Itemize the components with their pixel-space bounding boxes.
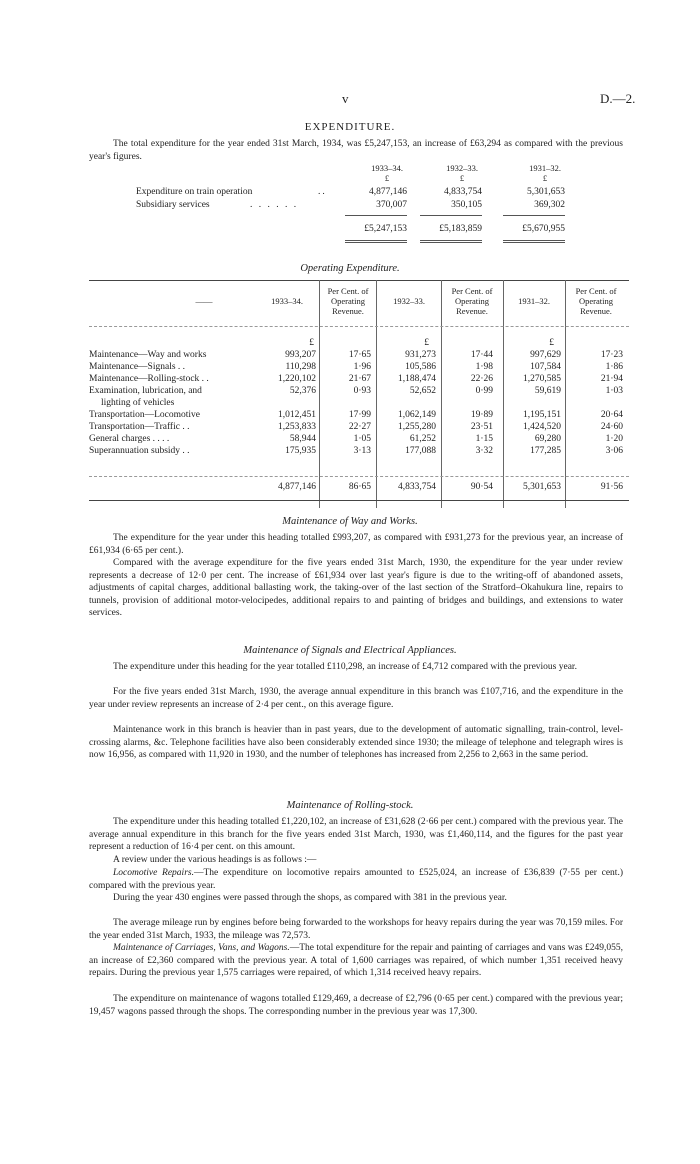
currency-symbol: £ <box>549 338 554 348</box>
sum-rule <box>503 242 565 243</box>
row-label: Maintenance—Rolling-stock . . <box>89 374 209 384</box>
currency-symbol: £ <box>309 338 314 348</box>
percent-cell: 0·93 <box>353 386 371 396</box>
column-header: 1932–33. <box>393 296 425 306</box>
total-value: 4,877,146 <box>278 482 316 492</box>
amount-cell: 1,012,451 <box>278 410 316 420</box>
summary-year: 1931–32. <box>529 163 561 173</box>
percent-cell: 23·51 <box>470 422 493 432</box>
summary-value: 4,833,754 <box>444 187 482 197</box>
amount-cell: 110,298 <box>285 362 316 372</box>
total-value: 5,301,653 <box>523 482 561 492</box>
amount-cell: 177,285 <box>530 446 561 456</box>
amount-cell: 177,088 <box>405 446 436 456</box>
sum-rule <box>503 215 565 216</box>
percent-cell: 21·67 <box>348 374 371 384</box>
total-percent: 90·54 <box>470 482 493 492</box>
percent-cell: 1·96 <box>353 362 371 372</box>
sum-rule <box>420 242 482 243</box>
total-value: 4,833,754 <box>398 482 436 492</box>
row-label: Maintenance—Signals . . <box>89 362 186 372</box>
total-rule <box>89 476 629 477</box>
summary-value: 5,301,653 <box>527 187 565 197</box>
percent-cell: 19·89 <box>470 410 493 420</box>
percent-cell: 0·99 <box>475 386 493 396</box>
percent-cell: 1·15 <box>475 434 493 444</box>
sum-rule <box>345 215 407 216</box>
amount-cell: 997,629 <box>530 350 561 360</box>
percent-cell: 22·27 <box>348 422 371 432</box>
table-rule <box>89 280 629 281</box>
amount-cell: 1,270,585 <box>523 374 561 384</box>
percent-cell: 3·13 <box>353 446 371 456</box>
sum-rule <box>420 240 482 241</box>
row-label: Superannuation subsidy . . <box>89 446 190 456</box>
percent-cell: 3·32 <box>475 446 493 456</box>
amount-cell: 175,935 <box>285 446 316 456</box>
page-number: v <box>342 91 349 106</box>
inline-subheading: Maintenance of Carriages, Vans, and Wagons. <box>113 943 290 953</box>
summary-value: 4,877,146 <box>369 187 407 197</box>
amount-cell: 61,252 <box>409 434 436 444</box>
amount-cell: 52,652 <box>409 386 436 396</box>
column-header: 1933–34. <box>271 296 303 306</box>
summary-year: 1932–33. <box>446 163 478 173</box>
amount-cell: 59,619 <box>534 386 561 396</box>
percent-cell: 20·64 <box>600 410 623 420</box>
currency-symbol: £ <box>542 173 548 183</box>
header-rule <box>89 326 629 327</box>
leader-dots: . . . . . . <box>250 200 299 210</box>
section-heading: Maintenance of Rolling-stock. <box>286 800 414 811</box>
summary-total: £5,670,955 <box>522 224 565 234</box>
sum-rule <box>345 242 407 243</box>
sum-rule <box>345 240 407 241</box>
summary-value: 370,007 <box>376 200 407 210</box>
percent-cell: 3·06 <box>605 446 623 456</box>
amount-cell: 52,376 <box>289 386 316 396</box>
percent-cell: 17·99 <box>348 410 371 420</box>
column-header: Per Cent. of Operating Revenue. <box>451 286 493 316</box>
percent-cell: 17·65 <box>348 350 371 360</box>
body-paragraph: The expenditure for the year under this heading totalled £993,207, as compared with £931,273 for the previous year, an increase of £61,934 (6·65 per cent.). <box>89 533 623 556</box>
percent-cell: 1·86 <box>605 362 623 372</box>
amount-cell: 1,253,833 <box>278 422 316 432</box>
sum-rule <box>420 215 482 216</box>
row-label: Examination, lubrication, and <box>89 386 202 396</box>
body-paragraph: The expenditure on maintenance of wagons totalled £129,469, a decrease of £2,796 (0·65 per cent.) compared with the previous year; 19,457 wagons passed through the shops. The corresponding number in the previous year was 17,300. <box>89 994 623 1017</box>
section-heading: Maintenance of Signals and Electrical Appliances. <box>243 645 457 656</box>
row-label: General charges . . . . <box>89 434 170 444</box>
summary-total: £5,247,153 <box>364 224 407 234</box>
body-paragraph: The expenditure under this heading for the year totalled £110,298, an increase of £4,712 compared with the previous year. <box>113 662 577 672</box>
amount-cell: 1,220,102 <box>278 374 316 384</box>
amount-cell: 931,273 <box>405 350 436 360</box>
row-label: Maintenance—Way and works <box>89 350 207 360</box>
percent-cell: 24·60 <box>600 422 623 432</box>
amount-cell: 69,280 <box>534 434 561 444</box>
summary-value: 369,302 <box>534 200 565 210</box>
body-paragraph: During the year 430 engines were passed through the shops, as compared with 381 in the previous year. <box>113 893 507 903</box>
column-header: Per Cent. of Operating Revenue. <box>327 286 369 316</box>
amount-cell: 1,062,149 <box>398 410 436 420</box>
column-header: 1931–32. <box>518 296 550 306</box>
currency-symbol: £ <box>459 173 465 183</box>
amount-cell: 107,584 <box>530 362 561 372</box>
document-reference: D.—2. <box>600 91 636 106</box>
table-rule <box>89 500 629 501</box>
sum-rule <box>503 240 565 241</box>
section-heading: Maintenance of Way and Works. <box>282 516 418 527</box>
body-paragraph: For the five years ended 31st March, 1930, the average annual expenditure in this branch was £107,716, and the expenditure in the year under review represents an increase of 2·4 per cent., on this average figure. <box>89 687 623 710</box>
operating-heading: Operating Expenditure. <box>300 263 400 274</box>
summary-value: 350,105 <box>451 200 482 210</box>
row-label: Transportation—Locomotive <box>89 410 200 420</box>
summary-row-label: Expenditure on train operation <box>136 187 253 197</box>
total-percent: 91·56 <box>600 482 623 492</box>
body-paragraph: The expenditure under this heading totalled £1,220,102, an increase of £31,628 (2·66 per cent.) compared with the previous year. The average annual expenditure in this branch for the five years ended 31st March, 1930, was £1,460,114, and the figures for the past year represent a reduction of 16·4 per cent. on this amount. <box>89 817 623 853</box>
amount-cell: 105,586 <box>405 362 436 372</box>
currency-symbol: £ <box>424 338 429 348</box>
body-paragraph: A review under the various headings is as follows :— <box>113 855 317 865</box>
section-title: EXPENDITURE. <box>304 121 396 133</box>
percent-cell: 21·94 <box>600 374 623 384</box>
amount-cell: 1,255,280 <box>398 422 436 432</box>
summary-row-label: Subsidiary services <box>136 200 210 210</box>
body-paragraph: Compared with the average expenditure for the five years ended 31st March, 1930, the expenditure for the year under review represents a decrease of 12·0 per cent. The increase of £61,934 over last year's figure is due to the writing-off of abandoned assets, adjustments of capital charges, additional ballasting work, the taking-over of the last section of the Stratford–Okahukura line, repairs to tunnels, provision of additional motor-velocipedes, additional repairs to and painting of bridges and buildings, and extensions to water services. <box>89 558 623 619</box>
amount-cell: 58,944 <box>289 434 316 444</box>
body-paragraph: The average mileage run by engines before being forwarded to the workshops for heavy repairs during the year was 70,159 miles. For the year ended 31st March, 1933, the mileage was 72,573. <box>89 918 623 941</box>
body-paragraph: Maintenance work in this branch is heavier than in past years, due to the development of automatic signalling, train-control, level-crossing alarms, &c. Telephone facilities have also been considerably extended since 1930; the mileage of telephone and telegraph wires is now 16,956, as compared with 11,920 in 1930, and the number of telephones has increased from 2,256 to 2,663 in the same period. <box>89 725 623 761</box>
body-paragraph: Locomotive Repairs.—The expenditure on locomotive repairs amounted to £525,024, an increase of £36,839 (7·55 per cent.) compared with the previous year. <box>89 868 623 891</box>
percent-cell: 1·03 <box>605 386 623 396</box>
percent-cell: 1·98 <box>475 362 493 372</box>
body-paragraph: Maintenance of Carriages, Vans, and Wagons.—The total expenditure for the repair and painting of carriages and vans was £249,055, an increase of £2,360 compared with the previous year. A total of 1,600 carriages was repaired, of which number 1,351 received heavy repairs. During the previous year 1,575 carriages were repaired, of which 1,314 received heavy repairs. <box>89 943 623 979</box>
inline-subheading: Locomotive Repairs. <box>113 868 194 878</box>
intro-paragraph: The total expenditure for the year ended 31st March, 1934, was £5,247,153, an increase of £63,294 as compared with the previous year's figures. <box>89 139 623 162</box>
currency-symbol: £ <box>384 173 390 183</box>
column-header: —— <box>195 296 213 306</box>
percent-cell: 1·05 <box>353 434 371 444</box>
percent-cell: 22·26 <box>470 374 493 384</box>
row-label: Transportation—Traffic . . <box>89 422 190 432</box>
percent-cell: 17·23 <box>600 350 623 360</box>
amount-cell: 993,207 <box>285 350 316 360</box>
column-header: Per Cent. of Operating Revenue. <box>575 286 617 316</box>
row-label-continued: lighting of vehicles <box>101 398 175 408</box>
amount-cell: 1,188,474 <box>398 374 436 384</box>
summary-total: £5,183,859 <box>439 224 482 234</box>
amount-cell: 1,424,520 <box>523 422 561 432</box>
total-percent: 86·65 <box>348 482 371 492</box>
summary-year: 1933–34. <box>371 163 403 173</box>
percent-cell: 1·20 <box>605 434 623 444</box>
leader-dots: .. <box>318 187 327 197</box>
amount-cell: 1,195,151 <box>523 410 561 420</box>
percent-cell: 17·44 <box>470 350 493 360</box>
